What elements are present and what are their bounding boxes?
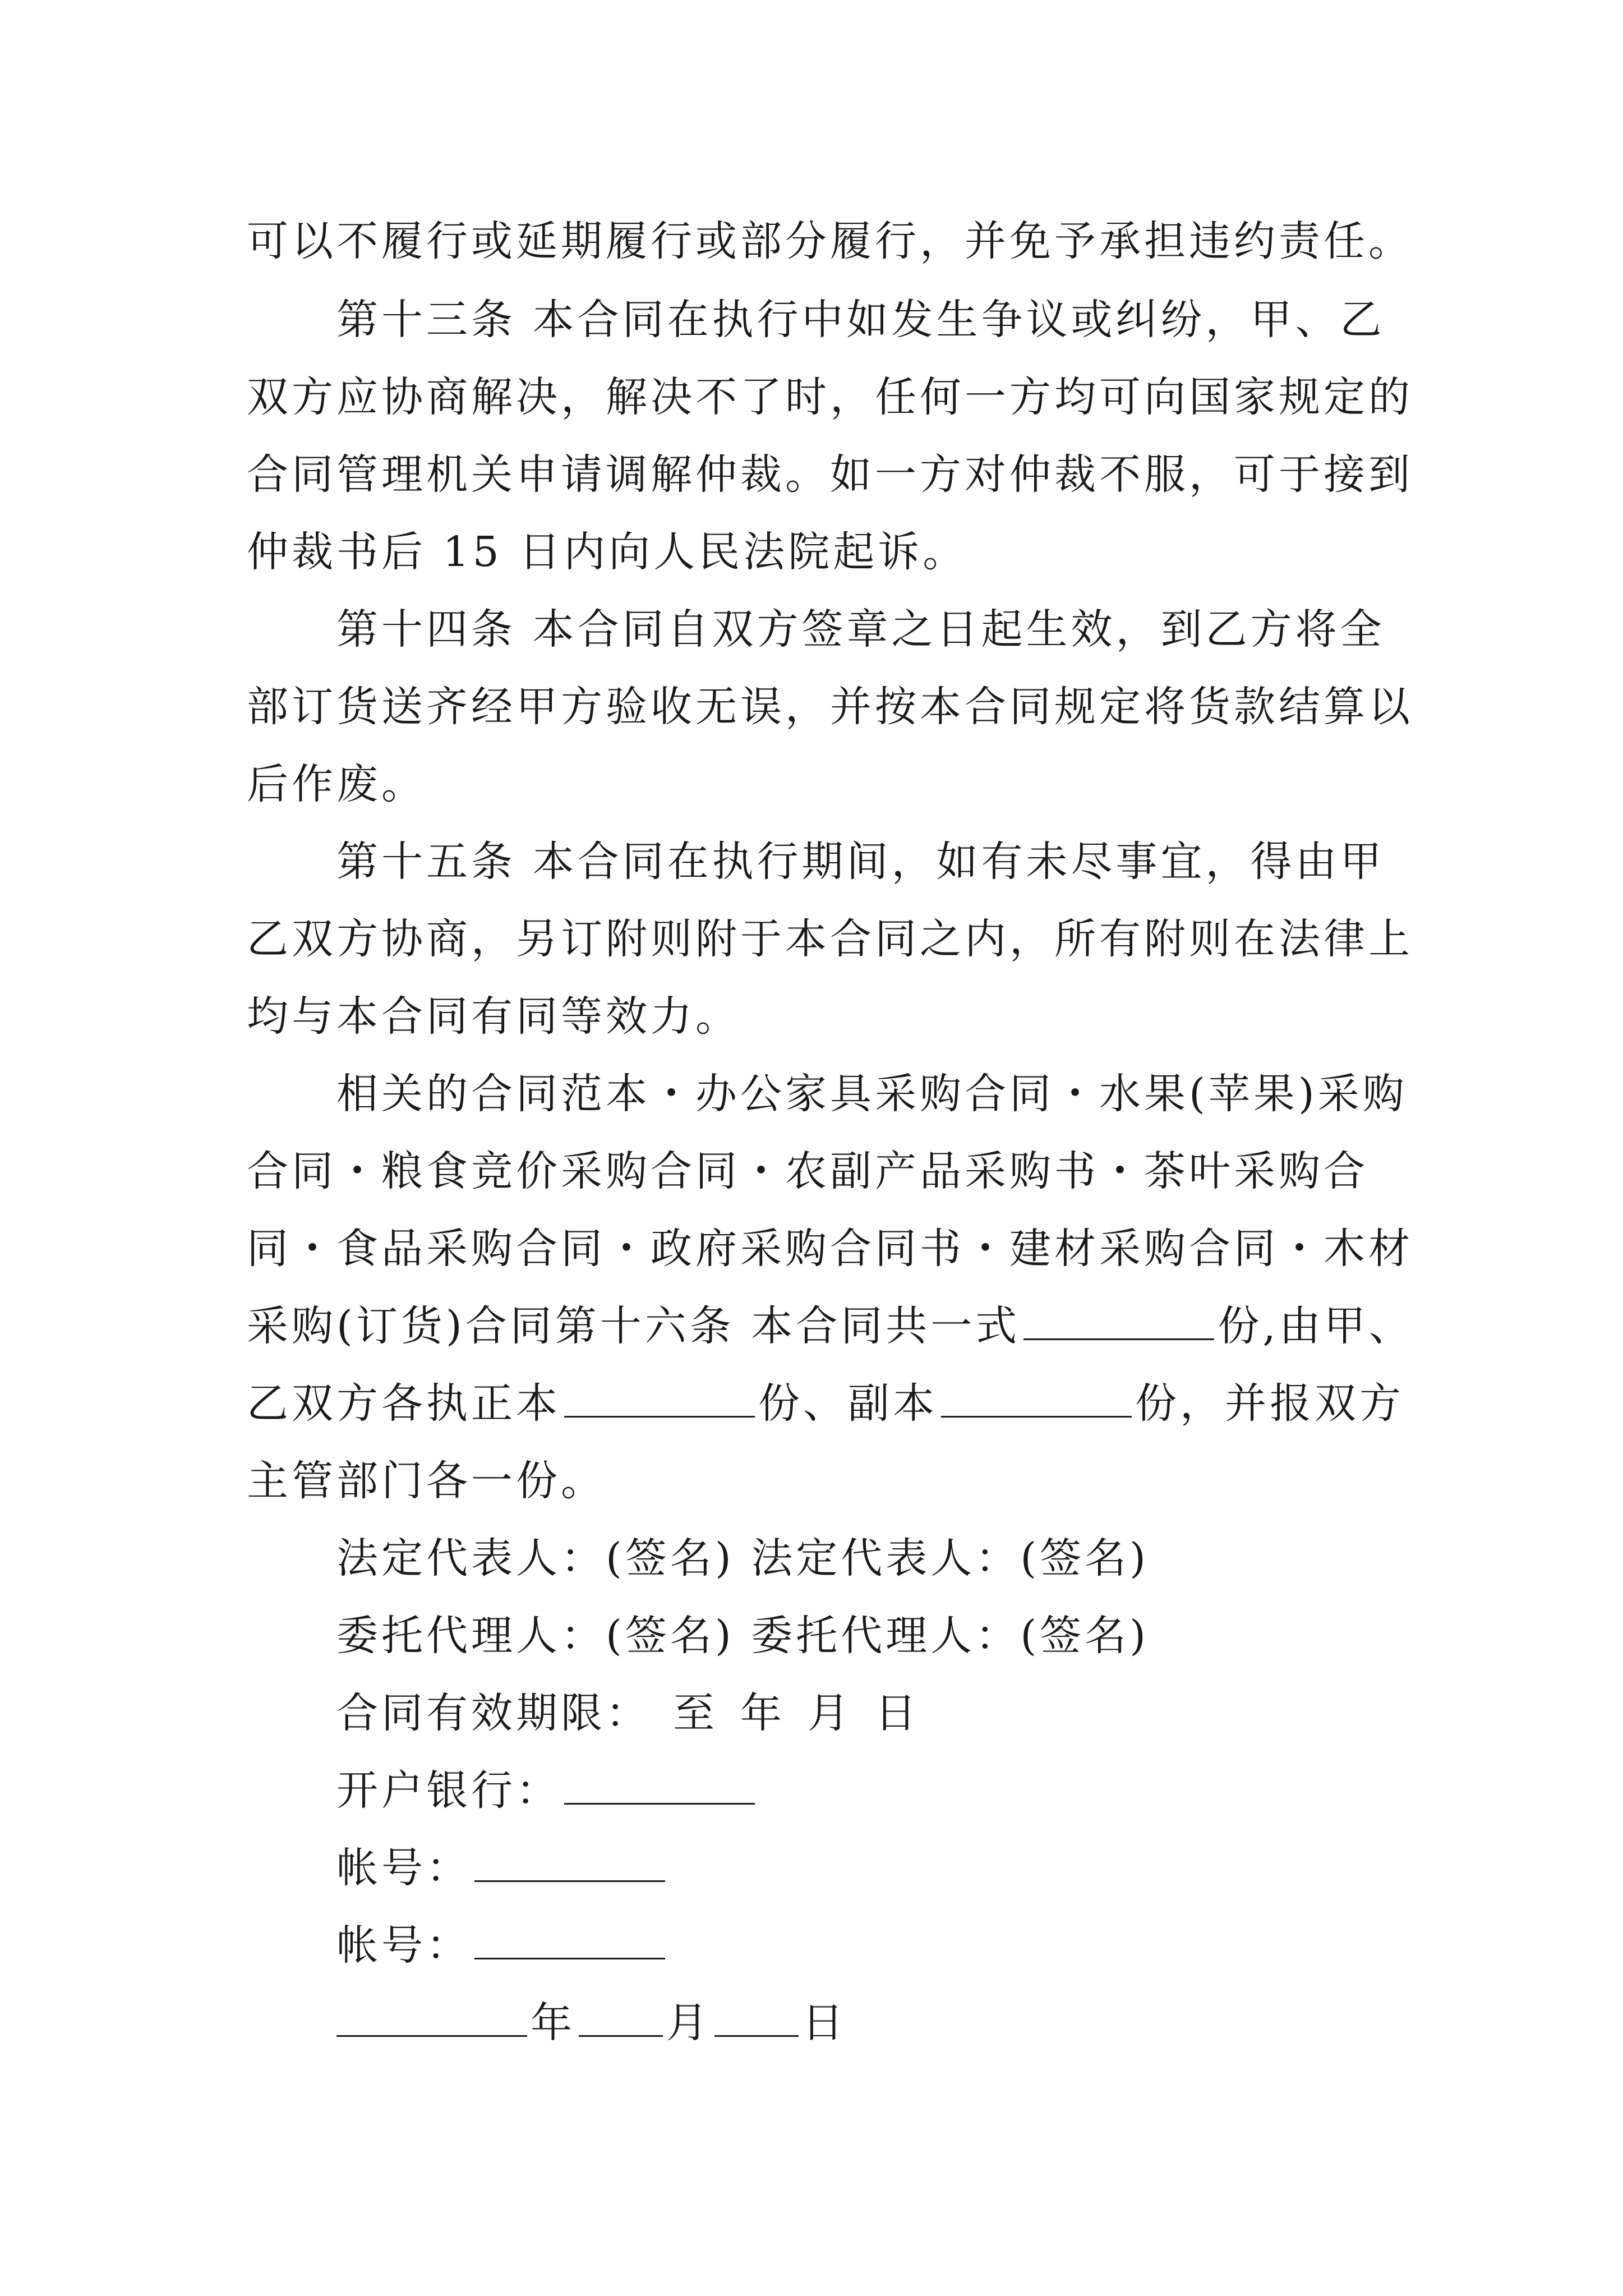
account-blank[interactable]: [474, 1918, 665, 1959]
article-14-line: 部订货送齐经甲方验收无误，并按本合同规定将货款结算以: [247, 683, 1413, 731]
article-15-line: 乙双方协商，另订附则附于本合同之内，所有附则在法律上: [247, 915, 1413, 963]
article-13-line: 第十三条 本合同在执行中如发生争议或纠纷，甲、乙: [336, 296, 1385, 344]
validity-label: 合同有效期限：: [336, 1689, 651, 1737]
article-16-line: [247, 1298, 1413, 1354]
article-16-line: [247, 1375, 1413, 1432]
article-15-line: 均与本合同有同等效力。: [247, 992, 740, 1041]
related-templates-line: 同・食品采购合同・政府采购合同书・建材采购合同・木材: [247, 1225, 1413, 1273]
paragraph-line: 可以不履行或延期履行或部分履行，并免予承担违约责任。: [247, 217, 1413, 265]
related-templates-line: 合同・粮食竞价采购合同・农副产品采购书・茶叶采购合: [247, 1147, 1368, 1195]
article-13-line: 仲裁书后 15 日内向人民法院起诉。: [247, 528, 968, 576]
legal-representative-line: 法定代表人：(签名) 法定代表人：(签名): [336, 1534, 1150, 1582]
bank-blank[interactable]: [564, 1764, 755, 1805]
validity-month: 月: [808, 1689, 852, 1737]
article-16-text: 乙双方各执正本: [247, 1379, 561, 1428]
article-14-line: 后作废。: [247, 760, 426, 808]
article-15-line: 第十五条 本合同在执行期间，如有未尽事宜，得由甲: [336, 838, 1385, 886]
article-16-text: 份,由甲、: [1218, 1302, 1414, 1350]
validity-day: 日: [875, 1689, 920, 1737]
date-day-label: 日: [802, 1999, 847, 2047]
article-16-line: 主管部门各一份。: [247, 1457, 606, 1505]
date-year-label: 年: [531, 1999, 575, 2047]
article-13-line: 合同管理机关申请调解仲裁。如一方对仲裁不服，可于接到: [247, 450, 1413, 499]
article-16-text: 采购(订货)合同第十六条 本合同共一式: [247, 1302, 1021, 1350]
validity-year: 年: [740, 1689, 785, 1737]
article-16-text: 份，并报双方: [1135, 1379, 1404, 1428]
date-month-label: 月: [666, 1999, 711, 2047]
account-line: [336, 1917, 1413, 1973]
authorized-agent-line: 委托代理人：(签名) 委托代理人：(签名): [336, 1612, 1150, 1660]
bank-line: [336, 1763, 1413, 1819]
duplicate-copies-blank[interactable]: [941, 1377, 1132, 1418]
date-month-blank[interactable]: [579, 1996, 663, 2037]
bank-label: 开户银行：: [336, 1766, 561, 1815]
date-year-blank[interactable]: [336, 1996, 527, 2037]
account-label: 帐号：: [336, 1921, 471, 1970]
related-templates-line: 相关的合同范本・办公家具采购合同・水果(苹果)采购: [336, 1070, 1408, 1118]
original-copies-blank[interactable]: [564, 1377, 755, 1418]
validity-period-line: [336, 1685, 1413, 1741]
account-label: 帐号：: [336, 1844, 471, 1892]
article-14-line: 第十四条 本合同自双方签章之日起生效，到乙方将全: [336, 605, 1385, 654]
date-line: [336, 1995, 1413, 2051]
copies-total-blank[interactable]: [1023, 1299, 1214, 1340]
account-blank[interactable]: [474, 1841, 665, 1882]
validity-to: 至: [673, 1689, 718, 1737]
article-16-text: 份、副本: [758, 1379, 938, 1428]
account-line: [336, 1840, 1413, 1896]
article-13-line: 双方应协商解决，解决不了时，任何一方均可向国家规定的: [247, 373, 1413, 421]
date-day-blank[interactable]: [714, 1996, 799, 2037]
